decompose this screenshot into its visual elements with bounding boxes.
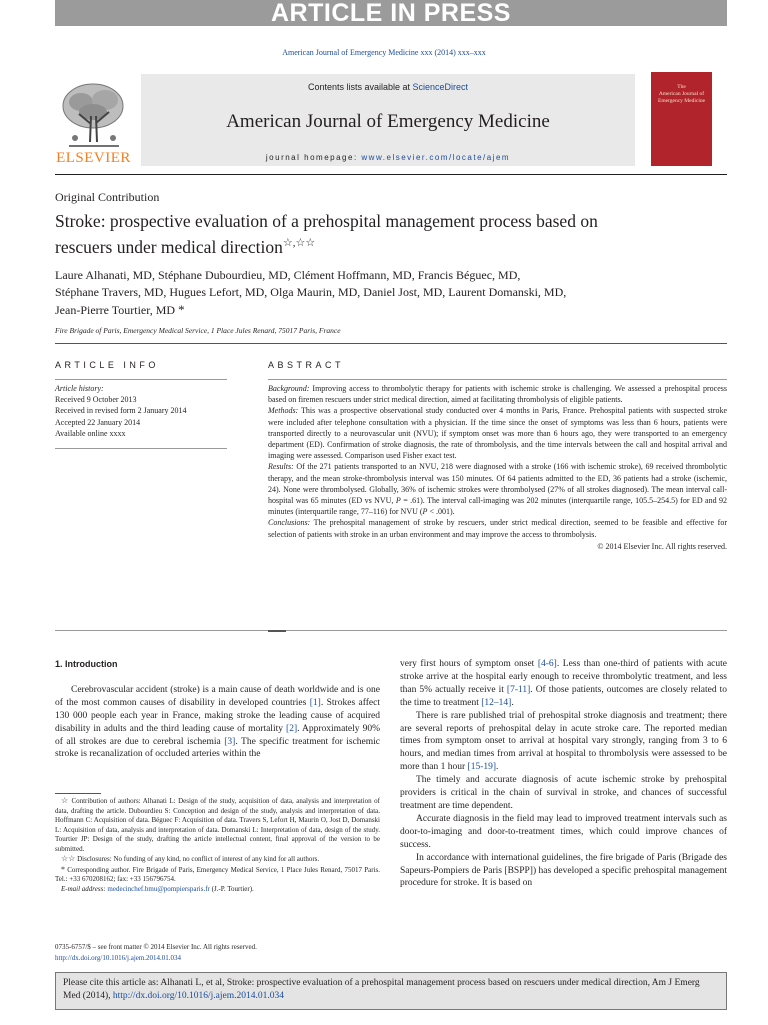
issn-line: 0735-6757/$ – see front matter © 2014 Elsevier Inc. All rights reserved. — [55, 943, 257, 951]
intro-paragraph-3: The timely and accurate diagnosis of acute ischemic stroke by prehospital providers is critical in the chain of survival in stroke, and chances of successful treatment are time dependent. — [400, 775, 727, 811]
footnote-corresponding — [55, 865, 380, 885]
introduction-heading: 1. Introduction — [55, 659, 118, 669]
homepage-url-link[interactable]: www.elsevier.com/locate/ajem — [361, 153, 511, 162]
footnote-contribution — [55, 796, 380, 854]
abstract-body — [268, 383, 727, 552]
history-label: Article history: — [55, 384, 104, 393]
journal-homepage-line — [141, 153, 635, 162]
cite-box-text: Please cite this article as: Alhanati L, et al, Stroke: prospective evaluation of a prehospital management process based on rescuers under medical direction, Am J Emerg Med (2014), — [63, 978, 700, 1001]
email-link[interactable]: medecinchef.bmu@pompiersparis.fr — [107, 884, 210, 893]
intro-paragraph-2 — [400, 710, 727, 775]
history-online: Available online xxxx — [55, 428, 126, 438]
journal-cover-thumbnail — [651, 72, 712, 166]
section-type: Original Contribution — [55, 190, 160, 204]
citation-12-14[interactable]: [12–14] — [481, 697, 512, 708]
intro-p1-text-c: . Approximately 90% of all strokes are due to cerebral ischemia — [55, 723, 380, 747]
abstract-rule-bottom — [55, 630, 727, 631]
conclusions-text: The prehospital management of stroke by rescuers, under strict medical direction, seemed to be feasible and effective for selection of patients with stroke in an urban environment and may improve the access to thrombolysis. — [268, 518, 727, 539]
history-accepted: Accepted 22 January 2014 — [55, 417, 141, 427]
intro-paragraph-5: In accordance with international guidelines, the fire brigade of Paris (Brigade des Sapeurs-Pompiers de Paris [BSPP]) has developed a specific prehospital management procedure for stroke. It is based on — [400, 852, 727, 889]
corresponding-text: Corresponding author. Fire Brigade of Paris, Emergency Medical Service, 1 Place Jules Renard, 75017 Paris. Tel.: +33 670208162; fax: +33 156796754. — [55, 865, 380, 883]
results-text-a: Of the 271 patients transported to an NVU, 218 were diagnosed with a stroke (166 with ischemic stroke), 69 received thrombolytic therapy, and the mean stroke-thrombolysis interval was 150 minutes. Of 64 patients admitted to the ED, 36 patients had a stroke (ischemic, 24). None were thrombolysed. Globally, 36% of ischemic strokes were thrombolysed (27% of all strokes diagnosed). The mean interval call-hospital was 65 minutes (ED vs NVU, — [268, 462, 727, 506]
methods-text: This was a prospective observational study conducted over 4 months in Paris, France. Prehospital patients with suspected stroke were included after telephone consultation with a physician. If the time since the onset of symptoms was less than 6 hours, patients were transported directly to a neurovascular unit (NVU); if symptom onset was more than 6 hours ago, they were transported to an emergency department (ED). Confirmation of stroke diagnosis, the rate of thrombolysis, and the time intervals between the call and hospital arrival and imaging were assessed. Comparison used Fisher exact test. — [268, 406, 727, 461]
abstract-methods — [268, 405, 727, 461]
intro-paragraph-1 — [55, 684, 380, 761]
abstract-background — [268, 383, 727, 405]
footnote-disclosures — [55, 854, 380, 865]
background-text: Improving access to thrombolytic therapy for patients with ischemic stroke is challenging. We assessed a prehospital process based on firemen rescuers under strict medical direction, aimed at facilitating thrombolysis of eligible patients. — [268, 384, 727, 405]
results-text-c: < .001). — [427, 507, 455, 517]
issn-block — [55, 942, 257, 963]
intro-r2-text-a: There is rare published trial of prehospital stroke diagnosis and treatment; there are several reports of prehospital delay in acute stroke care. The reported median times from symptom onset to arrival at hospital vary strongly, ranging from 3 to 6 hours, and median times from arrival at hospital to thrombolysis were assessed to be more than 1 hour — [400, 710, 727, 773]
citation-box — [55, 972, 727, 1010]
title-line2: rescuers under medical direction — [55, 236, 283, 257]
affiliation: Fire Brigade of Paris, Emergency Medical Service, 1 Place Jules Renard, 75017 Paris, France — [55, 326, 341, 335]
contribution-mark: ☆ — [61, 796, 69, 805]
authors-line2: Stéphane Travers, MD, Hugues Lefort, MD, Olga Maurin, MD, Daniel Jost, MD, Laurent Domanski, MD, — [55, 285, 567, 299]
cite-box-doi-link[interactable]: http://dx.doi.org/10.1016/j.ajem.2014.01.034 — [112, 991, 284, 1001]
citation-7-11[interactable]: [7-11] — [506, 684, 531, 695]
body-column-left — [55, 658, 380, 761]
disclosure-text: Disclosures: No funding of any kind, no conflict of interest of any kind for all authors. — [75, 855, 320, 863]
tree-icon — [63, 84, 123, 146]
intro-p1-text-b: . Strokes affect 130 000 people each year in France, making stroke the leading cause of acquired disability in adults and the third leading cause of mortality — [55, 697, 381, 734]
background-label: Background: — [268, 384, 310, 393]
cover-line1: The — [677, 84, 686, 90]
title-footnote-marks[interactable]: ☆,☆☆ — [282, 237, 316, 249]
abstract-results — [268, 461, 727, 517]
abstract-rule-top — [268, 379, 727, 380]
journal-reference[interactable]: American Journal of Emergency Medicine xxx (2014) xxx–xxx — [282, 48, 486, 57]
abstract-conclusions — [268, 517, 727, 539]
contribution-text: Contribution of authors: Alhanati L: Design of the study, acquisition of data, analysis and interpretation of data, drafting the article. Dubourdieu S: Conception and design of the study, analysis and interpretation of data. Hoffmann C: Acquisition of data. Béguec F: Acquisition of data. Travers S, Lefort H, Maurin O, Jost D, Domanski L: Acquisition of data, analysis and interpretation of data. Domanski L: Interpretation of data, design of the study. Tourtier JP: Design of the study, drafting the article intellectual content, final approval of the version to be submitted. — [55, 797, 381, 853]
header-divider — [55, 174, 727, 175]
cover-line2: American Journal of — [658, 91, 705, 97]
intro-paragraph-4: Accurate diagnosis in the field may lead to improved treatment intervals such as door-to-imaging and door-to-treatment times, which could improve chances of success. — [400, 813, 727, 850]
email-label: E-mail address: — [61, 884, 108, 893]
disclosure-mark: ☆☆ — [61, 854, 76, 863]
results-text-b: = .61). The interval call-imaging was 202 minutes (interquartile range, 105.5–254.5) for ED and 92 minutes (interquartile range, 77–116) for NVU ( — [268, 496, 727, 517]
methods-label: Methods: — [268, 406, 299, 416]
footnote-divider — [55, 793, 101, 794]
title-line1: Stroke: prospective evaluation of a prehospital management process based on — [55, 211, 598, 231]
citation-4-6[interactable]: [4-6] — [537, 659, 557, 669]
homepage-label: journal homepage: — [265, 153, 362, 162]
p-value-label-2: P — [422, 507, 428, 517]
citation-1[interactable]: [1] — [309, 697, 321, 708]
abstract-heading: ABSTRACT — [268, 360, 345, 370]
intro-r1-text-b: . Less than one-third of patients with acute stroke arrive at the hospital early enough to receive thrombolytic treatment, and less than 5% actually receive it — [400, 659, 727, 695]
contents-prefix: Contents lists available at — [307, 82, 413, 92]
p-value-label: P — [395, 496, 401, 506]
article-info-heading: ARTICLE INFO — [55, 360, 159, 370]
sciencedirect-link[interactable]: ScienceDirect — [412, 82, 469, 92]
intro-r2-text-b: . — [496, 762, 499, 773]
results-label: Results: — [268, 462, 294, 472]
citation-3[interactable]: [3] — [224, 736, 236, 747]
citation-2[interactable]: [2] — [286, 723, 298, 734]
author-list — [55, 267, 727, 319]
corresponding-author-mark[interactable]: * — [178, 302, 185, 317]
affiliation-divider — [55, 343, 727, 344]
contents-lists-line — [141, 82, 635, 92]
authors-line3: Jean-Pierre Tourtier, MD — [55, 303, 176, 317]
journal-title: American Journal of Emergency Medicine — [226, 111, 550, 132]
footnote-email — [55, 885, 380, 895]
authors-line1: Laure Alhanati, MD, Stéphane Dubourdieu, MD, Clément Hoffmann, MD, Francis Béguec, MD, — [55, 268, 521, 282]
article-history — [55, 383, 227, 439]
elsevier-wordmark: ELSEVIER — [56, 150, 131, 166]
body-column-right — [400, 658, 727, 890]
intro-p1-text-a: Cerebrovascular accident (stroke) is a main cause of death worldwide and is one of the most common causes of disability in developed countries — [55, 684, 380, 708]
abstract-end-mark — [268, 630, 286, 632]
cover-line3: Emergency Medicine — [657, 98, 706, 104]
history-revised: Received in revised form 2 January 2014 — [55, 406, 187, 416]
article-in-press-banner: ARTICLE IN PRESS — [55, 0, 727, 26]
email-suffix: (J.-P. Tourtier). — [209, 884, 254, 893]
doi-link[interactable]: http://dx.doi.org/10.1016/j.ajem.2014.01.034 — [55, 953, 182, 962]
article-info-rule-bottom — [55, 448, 227, 449]
intro-r1-text-d: . — [511, 697, 514, 708]
article-title — [55, 210, 727, 258]
history-received: Received 9 October 2013 — [55, 395, 137, 405]
corresponding-mark: * — [61, 864, 65, 874]
intro-r1-text-a: very first hours of symptom onset — [400, 659, 538, 669]
intro-r1-text-c: . Of those patients, outcomes are closely related to the time to treatment — [400, 684, 727, 708]
conclusions-label: Conclusions: — [268, 518, 311, 528]
citation-15-19[interactable]: [15-19] — [467, 762, 497, 773]
intro-continued-paragraph — [400, 658, 727, 710]
intro-p1-text-d: . The specific treatment for ischemic stroke is recanalization of occluded arteries within the — [55, 736, 380, 760]
abstract-copyright: © 2014 Elsevier Inc. All rights reserved. — [597, 541, 727, 551]
footnotes — [55, 796, 380, 894]
article-info-rule-top — [55, 379, 227, 380]
